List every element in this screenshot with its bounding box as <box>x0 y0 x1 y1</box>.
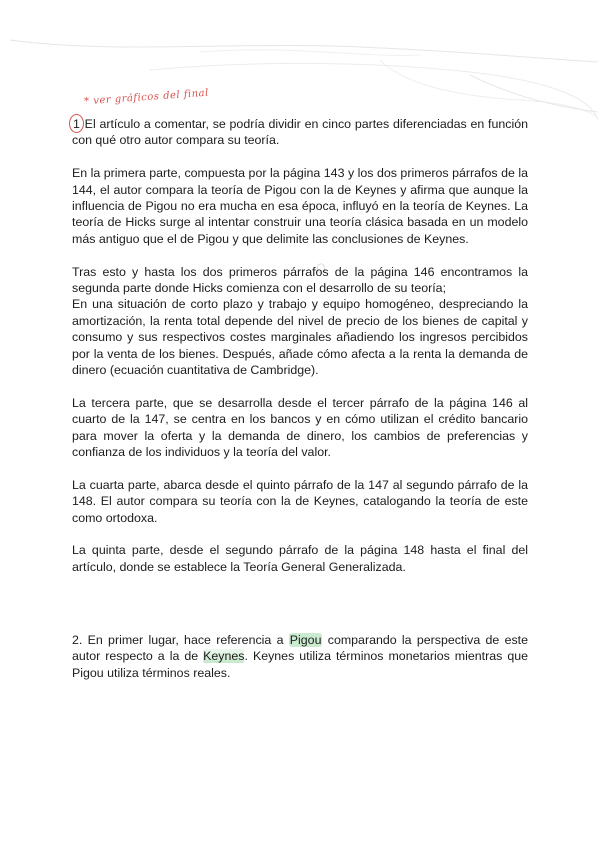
spacer <box>72 592 528 632</box>
paragraph-part-5: La quinta parte, desde el segundo párrafo de la página 148 hasta el final del artículo, donde se establece la Teoría General Generalizada. <box>72 543 528 574</box>
highlight-keynes: Keynes <box>203 649 245 664</box>
item-2-text-a: 2. En primer lugar, hace referencia a <box>72 632 289 647</box>
item-2-text-b: comparando la perspectiva de este autor respecto a la de <box>72 632 528 664</box>
item-2-text-c: . Keynes utiliza términos monetarios mientras que Pigou utiliza términos reales. <box>72 649 528 680</box>
item-1-paragraph <box>72 116 528 149</box>
paragraph-part-4: La cuarta parte, abarca desde el quinto párrafo de la 147 al segundo párrafo de la 148. El autor compara su teoría con la de Keynes, catalogando la teoría de este como ortodoxa. <box>72 477 528 525</box>
handwritten-note: * ver gráficos del final <box>83 87 210 108</box>
paragraph-part-2-detail: En una situación de corto plazo y trabajo y equipo homogéneo, despreciando la amortización, la renta total depende del nivel de precio de los bienes de capital y consumo y sus respectivos costes marginales añadiendo los ingresos percibidos por la venta de los bienes. Después, añade cómo afecta a la renta la demanda de dinero (ecuación cuantitativa de Cambridge). <box>72 297 528 378</box>
item-1-number: 1 <box>73 117 80 131</box>
paragraph-part-1: En la primera parte, compuesta por la página 143 y los dos primeros párrafos de la 144, el autor compara la teoría de Pigou con la de Keynes y afirma que aunque la influencia de Pigou no era mucha en esa época, influyó en la teoría de Keynes. La teoría de Hicks surge al intentar construir una teoría clásica basada en un modelo más antiguo que el de Pigou y que delimite las conclusiones de Keynes. <box>72 166 528 246</box>
highlight-pigou: Pigou <box>289 632 322 647</box>
item-2-paragraph <box>72 632 528 681</box>
document-body <box>72 116 528 697</box>
item-1-text: El artículo a comentar, se podría dividir en cinco partes diferenciadas en función con qué otro autor compara su teoría. <box>72 117 528 148</box>
paragraph-part-2-intro: Tras esto y hasta los dos primeros párrafos de la página 146 encontramos la segunda parte donde Hicks comienza con el desarrollo de su teoría; <box>72 264 528 296</box>
paragraph-part-3: La tercera parte, que se desarrolla desde el tercer párrafo de la página 146 al cuarto de la 147, se centra en los bancos y en cómo utilizan el crédito bancario para mover la oferta y la demanda de dinero, los cambios de preferencias y confianza de los individuos y la teoría del valor. <box>72 395 528 460</box>
